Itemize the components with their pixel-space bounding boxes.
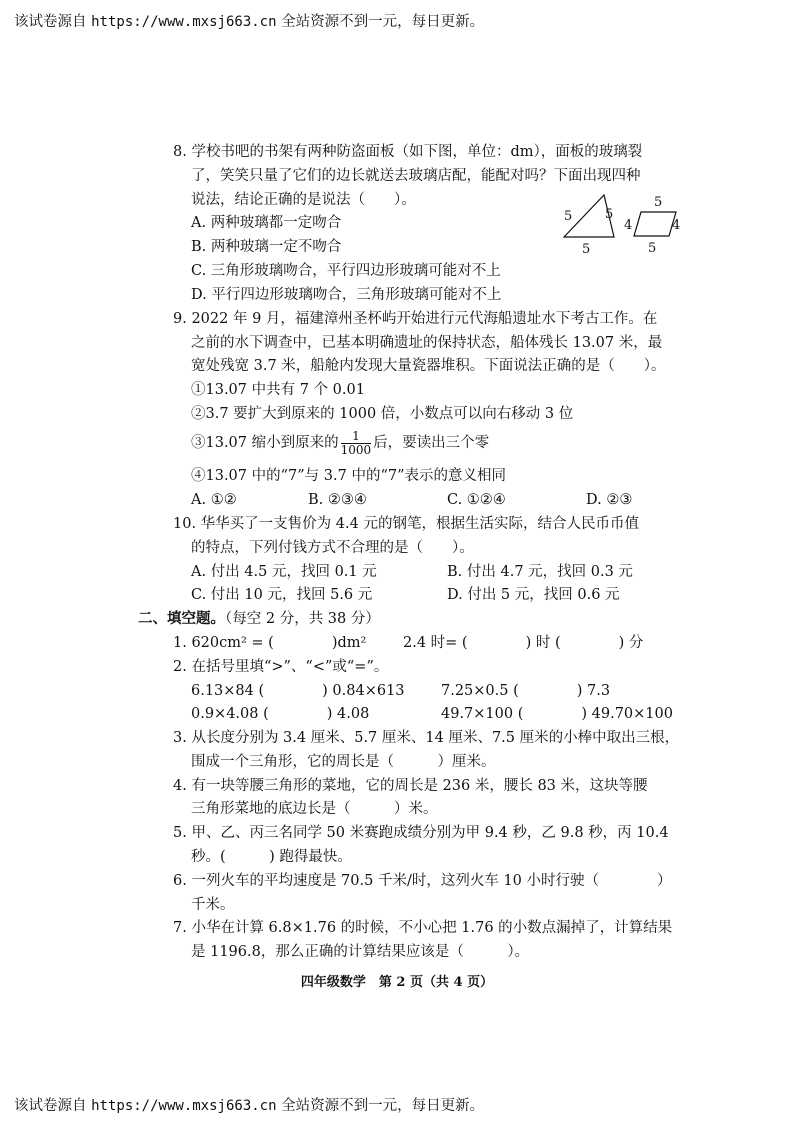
fill-1-a: 1. 620cm² = ( )dm² xyxy=(173,635,367,651)
q8-line-3: 说法，结论正确的是说法（ ）。 xyxy=(191,192,416,208)
q9-statement-4: ④13.07 中的“7”与 3.7 中的“7”表示的意义相同 xyxy=(191,468,506,484)
q8-option-a: A. 两种玻璃都一定吻合 xyxy=(191,215,342,231)
parallelogram-shape xyxy=(634,212,676,236)
q9-option-c: C. ①②④ xyxy=(447,492,506,508)
fraction-1-1000 xyxy=(341,430,372,457)
fill-2-line-1: 2. 在括号里填“>”、“<”或“=”。 xyxy=(173,659,389,675)
fraction-denominator: 1000 xyxy=(340,442,372,457)
q10-line-1: 10. 华华买了一支售价为 4.4 元的钢笔，根据生活实际，结合人民币币值 xyxy=(173,516,639,532)
fill-7-line-2: 是 1196.8，那么正确的计算结果应该是（ ）。 xyxy=(191,944,530,960)
parallelogram-left-label: 4 xyxy=(624,218,633,233)
fill-1-b: 2.4 时= ( ) 时 ( ) 分 xyxy=(403,635,644,651)
fraction-numerator: 1 xyxy=(341,430,372,444)
fill-5-line-1: 5. 甲、乙、丙三名同学 50 米赛跑成绩分别为甲 9.4 秒，乙 9.8 秒，丙 10.4 xyxy=(173,825,669,841)
triangle-bottom-label: 5 xyxy=(582,242,591,257)
fill-3-line-1: 3. 从长度分别为 3.4 厘米、5.7 厘米、14 厘米、7.5 厘米的小棒中取出三根， xyxy=(173,730,680,746)
fill-7-line-1: 7. 小华在计算 6.8×1.76 的时候，不小心把 1.76 的小数点漏掉了，计算结果 xyxy=(173,920,673,936)
fill-6-line-2: 千米。 xyxy=(191,897,235,913)
q10-option-d: D. 付出 5 元，找回 0.6 元 xyxy=(447,587,620,603)
q9-statement-3 xyxy=(191,428,489,458)
banner-suffix: 全站资源不到一元，每日更新。 xyxy=(281,14,485,30)
shapes-figure xyxy=(560,190,690,260)
q10-option-a: A. 付出 4.5 元，找回 0.1 元 xyxy=(191,564,377,580)
fill-4-line-1: 4. 有一块等腰三角形的菜地，它的周长是 236 米，腰长 83 米，这块等腰 xyxy=(173,778,648,794)
q9-option-b: B. ②③④ xyxy=(308,492,367,508)
section-2-note: （每空 2 分，共 38 分） xyxy=(225,611,380,627)
q8-option-c: C. 三角形玻璃吻合，平行四边形玻璃可能对不上 xyxy=(191,263,501,279)
q10-line-2: 的特点，下列付钱方式不合理的是（ ）。 xyxy=(191,540,474,556)
q9-statement-3-text-a: ③13.07 缩小到原来的 xyxy=(191,435,339,451)
fill-2-a: 6.13×84 ( ) 0.84×613 xyxy=(191,683,405,699)
q9-statement-1: ①13.07 中共有 7 个 0.01 xyxy=(191,382,365,398)
fill-3-line-2: 围成一个三角形，它的周长是（ ）厘米。 xyxy=(191,754,496,770)
q9-line-1: 9. 2022 年 9 月，福建漳州圣杯屿开始进行元代海船遗址水下考古工作。在 xyxy=(173,311,658,327)
q10-option-b: B. 付出 4.7 元，找回 0.3 元 xyxy=(447,564,633,580)
fill-5-line-2: 秒。( ) 跑得最快。 xyxy=(191,849,352,865)
banner-url[interactable]: https://www.mxsj663.cn xyxy=(91,1098,277,1114)
page-footer: 四年级数学 第 2 页（共 4 页） xyxy=(300,975,494,990)
q9-line-2: 之前的水下调查中，已基本明确遗址的保持状态，船体残长 13.07 米，最 xyxy=(191,335,663,351)
fill-2-c: 0.9×4.08 ( ) 4.08 xyxy=(191,706,370,722)
bottom-banner xyxy=(14,1094,484,1115)
q8-option-b: B. 两种玻璃一定不吻合 xyxy=(191,239,342,255)
q8-line-2: 了，笑笑只量了它们的边长就送去玻璃店配，能配对吗？下面出现四种 xyxy=(191,168,641,184)
q9-statement-3-text-b: 后，要读出三个零 xyxy=(373,435,490,451)
triangle-right-label: 5 xyxy=(605,207,614,222)
q9-option-a: A. ①② xyxy=(191,492,237,508)
triangle-left-label: 5 xyxy=(564,209,573,224)
banner-suffix: 全站资源不到一元，每日更新。 xyxy=(281,1098,485,1114)
section-2-title: 二、填空题。 xyxy=(138,611,225,627)
banner-url[interactable]: https://www.mxsj663.cn xyxy=(91,14,277,30)
q9-line-3: 宽处残宽 3.7 米，船舱内发现大量瓷器堆积。下面说法正确的是（ ）。 xyxy=(191,358,666,374)
banner-prefix: 该试卷源自 xyxy=(14,14,87,30)
section-2-heading xyxy=(138,612,380,627)
parallelogram-top-label: 5 xyxy=(654,195,663,210)
q10-option-c: C. 付出 10 元，找回 5.6 元 xyxy=(191,587,373,603)
parallelogram-bottom-label: 5 xyxy=(648,241,657,256)
q9-statement-2: ②3.7 要扩大到原来的 1000 倍，小数点可以向右移动 3 位 xyxy=(191,406,574,422)
fill-2-d: 49.7×100 ( ) 49.70×100 xyxy=(441,706,673,722)
top-banner xyxy=(14,10,484,31)
q8-line-1: 8. 学校书吧的书架有两种防盗面板（如下图，单位：dm），面板的玻璃裂 xyxy=(173,144,643,160)
q8-option-d: D. 平行四边形玻璃吻合，三角形玻璃可能对不上 xyxy=(191,287,502,303)
parallelogram-right-label: 4 xyxy=(672,218,681,233)
banner-prefix: 该试卷源自 xyxy=(14,1098,87,1114)
fill-6-line-1: 6. 一列火车的平均速度是 70.5 千米/时，这列火车 10 小时行驶（ ） xyxy=(173,873,672,889)
q9-option-d: D. ②③ xyxy=(586,492,633,508)
fill-2-b: 7.25×0.5 ( ) 7.3 xyxy=(441,683,611,699)
fill-4-line-2: 三角形菜地的底边长是（ ）米。 xyxy=(191,801,438,817)
